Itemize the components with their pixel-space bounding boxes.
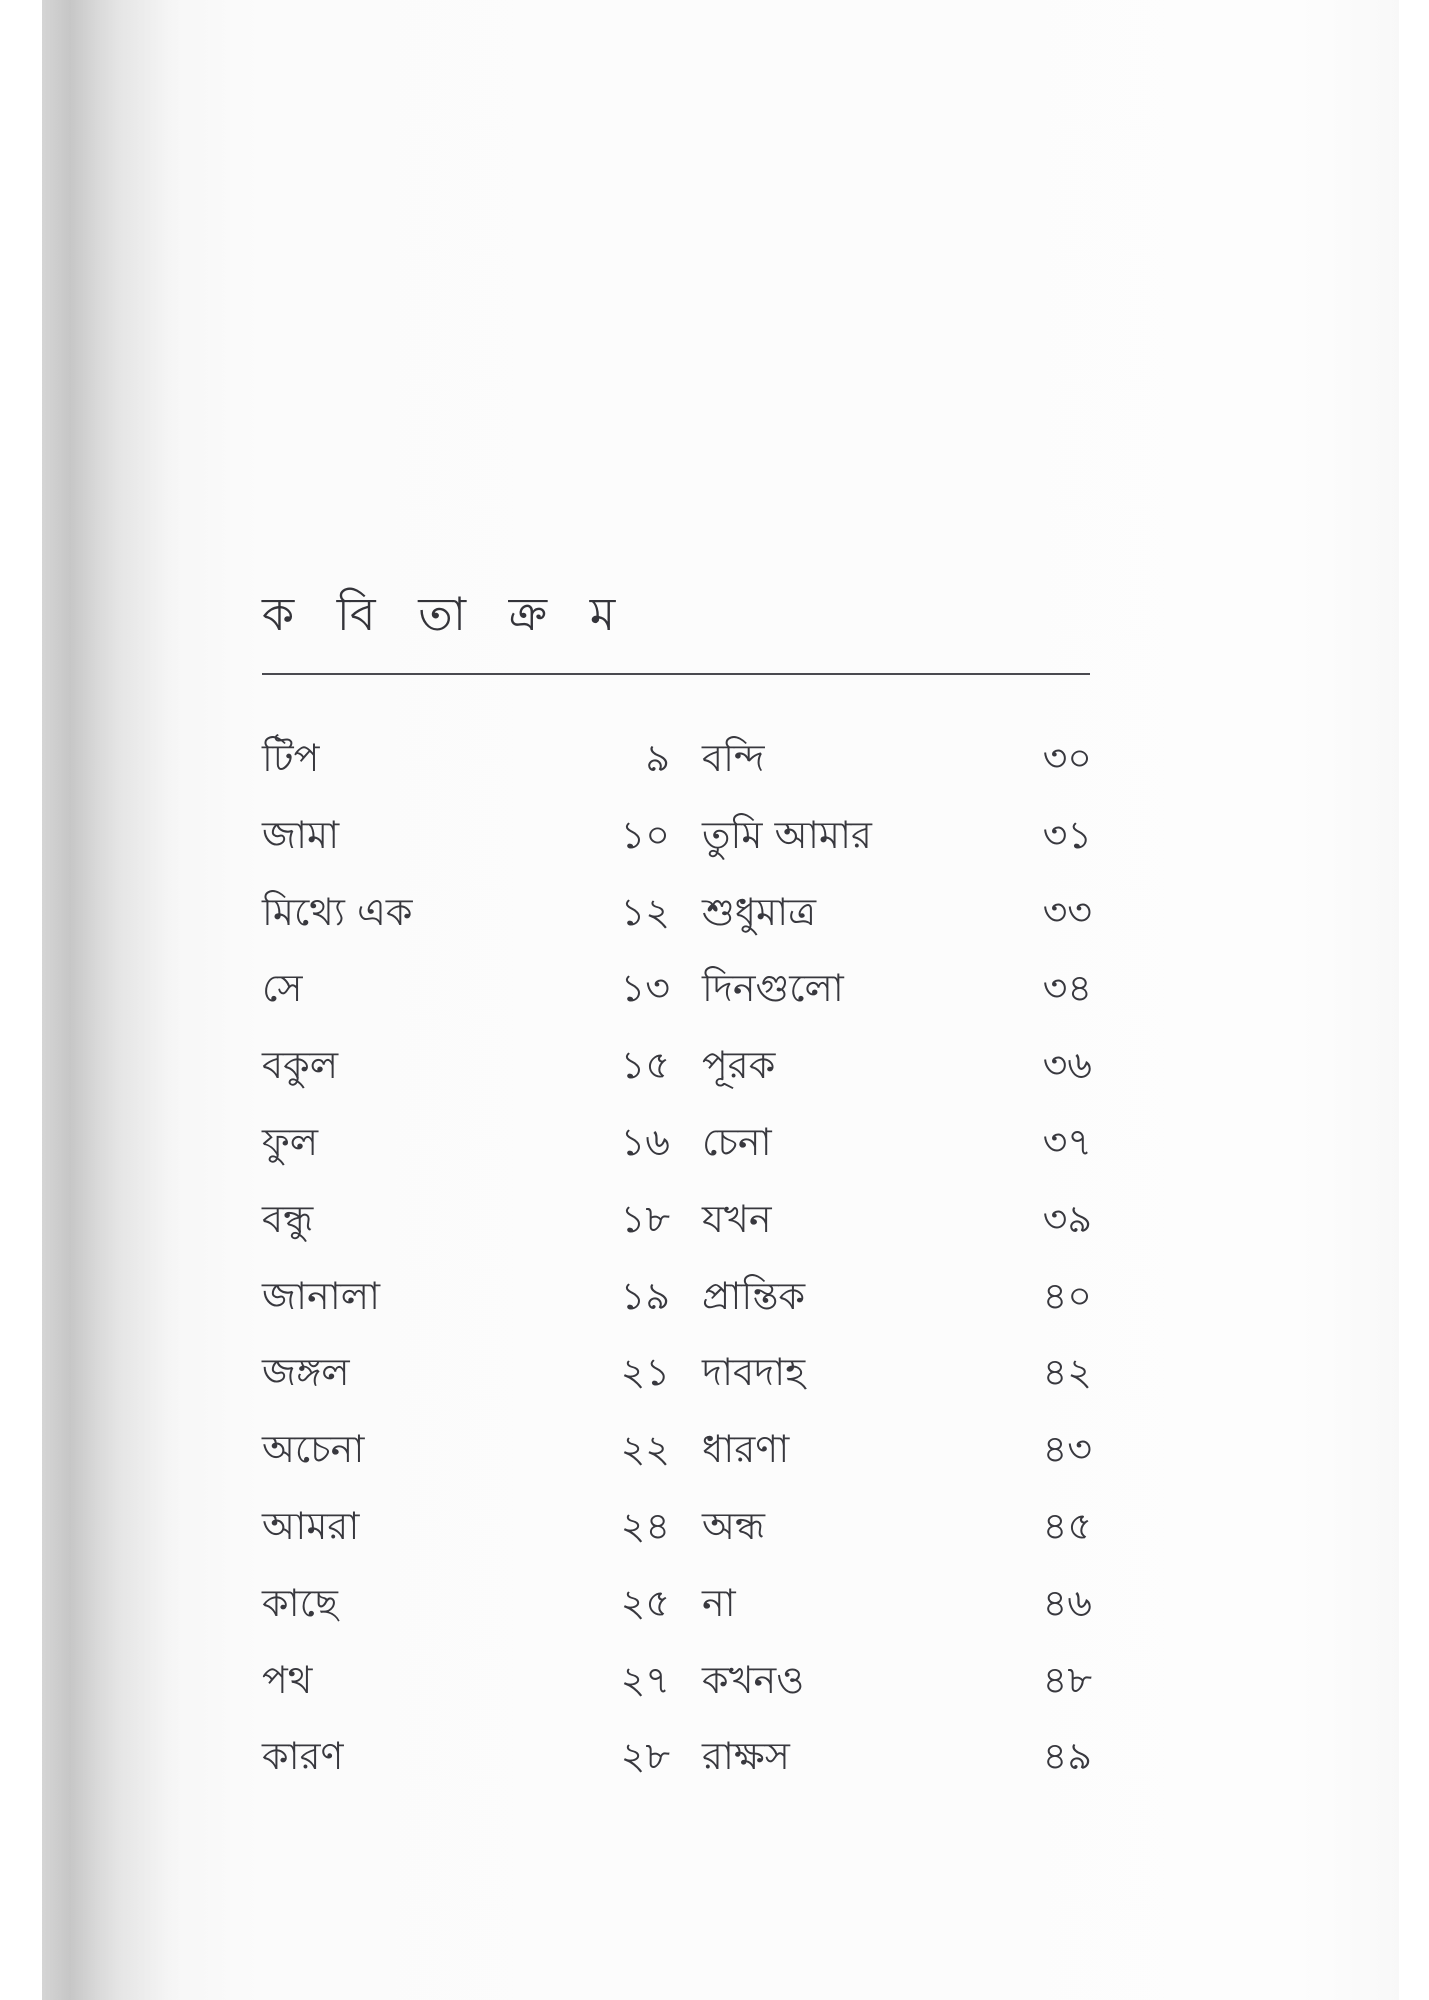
toc-title: অচেনা [262,1427,365,1472]
toc-page-number: ৩১ [1042,812,1092,857]
toc-title: বন্দি [702,736,765,780]
toc-title: জঙ্গল [262,1350,350,1395]
toc-page-number: ৪৮ [1042,1657,1092,1702]
toc-title: ফুল [262,1119,319,1164]
toc-title: দিনগুলো [702,966,844,1011]
toc-page-number: ২১ [620,1350,670,1395]
toc-page-number: ১৯ [620,1273,670,1318]
toc-page-number: ১৮ [620,1196,670,1241]
toc-row [262,958,1092,1035]
toc-title: কারণ [262,1734,344,1779]
toc-row [262,882,1092,959]
toc-row [262,1035,1092,1112]
right-margin [1399,0,1429,2000]
heading-rule [262,673,1090,675]
toc-row [262,728,1092,805]
toc-page-number: ৪৫ [1042,1503,1092,1548]
toc-page-number: ৩৭ [1042,1119,1092,1164]
table-of-contents [262,728,1092,1803]
toc-row [262,1189,1092,1266]
toc-page-number: ২৪ [620,1503,670,1548]
toc-title: না [702,1580,736,1625]
toc-row [262,1266,1092,1343]
toc-title: টিপ [262,736,320,780]
toc-page-number: ১৩ [620,966,670,1011]
toc-row [262,1419,1092,1496]
toc-title: বন্ধু [262,1196,314,1241]
toc-page-number: ১৫ [620,1043,670,1088]
toc-title: কখনও [702,1657,805,1702]
toc-page-number: ৩৪ [1042,966,1092,1011]
toc-title: জানালা [262,1273,381,1318]
toc-row [262,1650,1092,1727]
toc-title: আমরা [262,1503,360,1548]
toc-page-number: ৯ [645,736,670,780]
toc-title: পথ [262,1657,313,1702]
toc-title: মিথ্যে এক [262,889,413,934]
toc-page-number: ৩৩ [1042,889,1092,934]
toc-page-number: ৩৯ [1042,1196,1092,1241]
gutter-shadow [42,0,182,2000]
toc-title: চেনা [702,1119,772,1164]
left-margin [0,0,42,2000]
toc-title: ধারণা [702,1427,790,1472]
toc-row [262,1112,1092,1189]
toc-page-number: ২২ [620,1427,670,1472]
toc-page-number: ৪০ [1042,1273,1092,1318]
toc-title: প্রান্তিক [702,1273,806,1318]
toc-row [262,1573,1092,1650]
toc-page-number: ২৫ [620,1580,670,1625]
toc-title: শুধুমাত্র [702,889,817,934]
toc-page-number: ৩৬ [1042,1043,1092,1088]
toc-row [262,1342,1092,1419]
toc-title: বকুল [262,1043,339,1088]
toc-title: অন্ধ [702,1503,766,1548]
toc-title: যখন [702,1196,772,1241]
toc-row [262,805,1092,882]
toc-title: রাক্ষস [702,1734,790,1779]
toc-page-number: ৪২ [1042,1350,1092,1395]
toc-page-number: ৩০ [1042,736,1092,780]
toc-title: তুমি আমার [702,812,872,857]
toc-row [262,1496,1092,1573]
toc-title: সে [262,966,303,1011]
toc-title: জামা [262,812,340,857]
toc-page-number: ২৭ [620,1657,670,1702]
toc-heading: ক বি তা ক্র ম [262,587,630,641]
toc-page-number: ২৮ [620,1734,670,1779]
toc-row [262,1726,1092,1803]
toc-page-number: ৪৩ [1042,1427,1092,1472]
toc-title: কাছে [262,1580,338,1625]
toc-title: পূরক [702,1043,776,1088]
toc-page-number: ১২ [620,889,670,934]
toc-page-number: ১৬ [620,1119,670,1164]
toc-page-number: ১০ [620,812,670,857]
toc-page-number: ৪৯ [1042,1734,1092,1779]
toc-title: দাবদাহ [702,1350,806,1395]
toc-page-number: ৪৬ [1042,1580,1092,1625]
